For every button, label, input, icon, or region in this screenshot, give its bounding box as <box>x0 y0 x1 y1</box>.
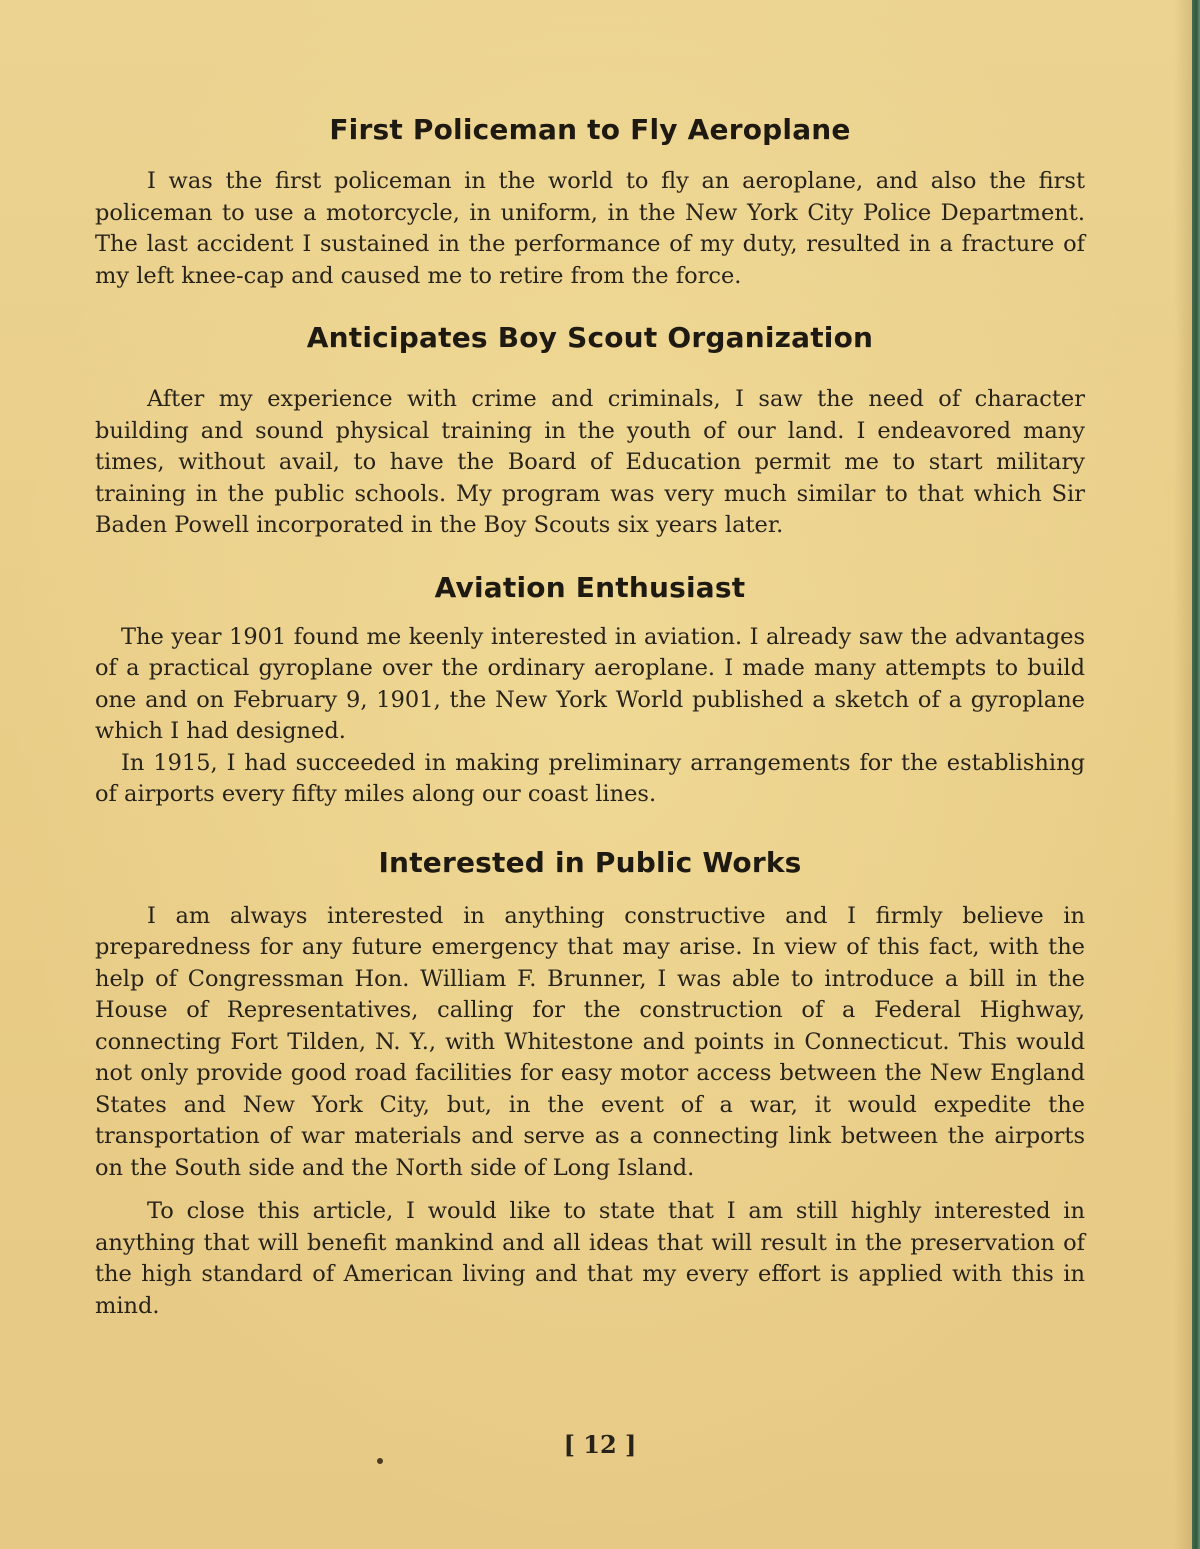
green-binding-edge <box>1192 0 1200 1549</box>
page-body <box>95 108 1085 1322</box>
paragraph-boy-scout: After my experience with crime and criminals, I saw the need of character building and sound physical training in the youth of our land. I endeavored many times, without avail, to have the Board of Education permit me to start military training in the public schools. My program was very much similar to that which Sir Baden Powell incorporated in the Boy Scouts six years later. <box>95 386 1085 538</box>
paragraph-public-works-highway: I am always interested in anything constructive and I firmly believe in preparedness for any future emergency that may arise. In view of this fact, with the help of Congressman Hon. William F. Brunner, I was able to introduce a bill in the House of Representatives, calling for the construction of a Federal Highway, connecting Fort Tilden, N. Y., with Whitestone and points in Connecticut. This would not only provide good road facilities for easy motor access between the New England States and New York City, but, in the event of a war, it would expedite the transportation of war materials and serve as a connecting link between the airports on the South side and the North side of Long Island. <box>95 902 1085 1181</box>
section-heading-first-policeman: First Policeman to Fly Aeroplane <box>329 113 851 146</box>
section-heading-public-works: Interested in Public Works <box>378 845 802 879</box>
paragraph-aviation-airports: In 1915, I had succeeded in making preliminary arrangements for the establishing of airports every fifty miles along our coast lines. <box>95 749 1085 807</box>
paragraph-first-policeman: I was the first policeman in the world to fly an aeroplane, and also the first policeman to use a motorcycle, in uniform, in the New York City Police Department. The last accident I sustained in the performance of my duty, resulted in a fracture of my left knee-cap and caused me to retire from the force. <box>95 168 1085 289</box>
paragraph-closing: To close this article, I would like to state that I am still highly interested in anything that will benefit mankind and all ideas that will result in the preservation of the high standard of American living and that my every effort is applied with this in mind. <box>95 1198 1085 1319</box>
section-heading-aviation: Aviation Enthusiast <box>434 570 746 604</box>
ink-speck <box>377 1458 383 1464</box>
section-heading-boy-scout: Anticipates Boy Scout Organization <box>306 321 874 354</box>
page-number: [ 12 ] <box>563 1430 637 1459</box>
binding-shadow <box>1174 0 1192 1549</box>
paragraph-aviation-gyroplane: The year 1901 found me keenly interested in aviation. I already saw the advantages of a practical gyroplane over the ordinary aeroplane. I made many attempts to build one and on February 9, 1901, the New York World published a sketch of a gyroplane which I had designed. <box>95 623 1085 744</box>
